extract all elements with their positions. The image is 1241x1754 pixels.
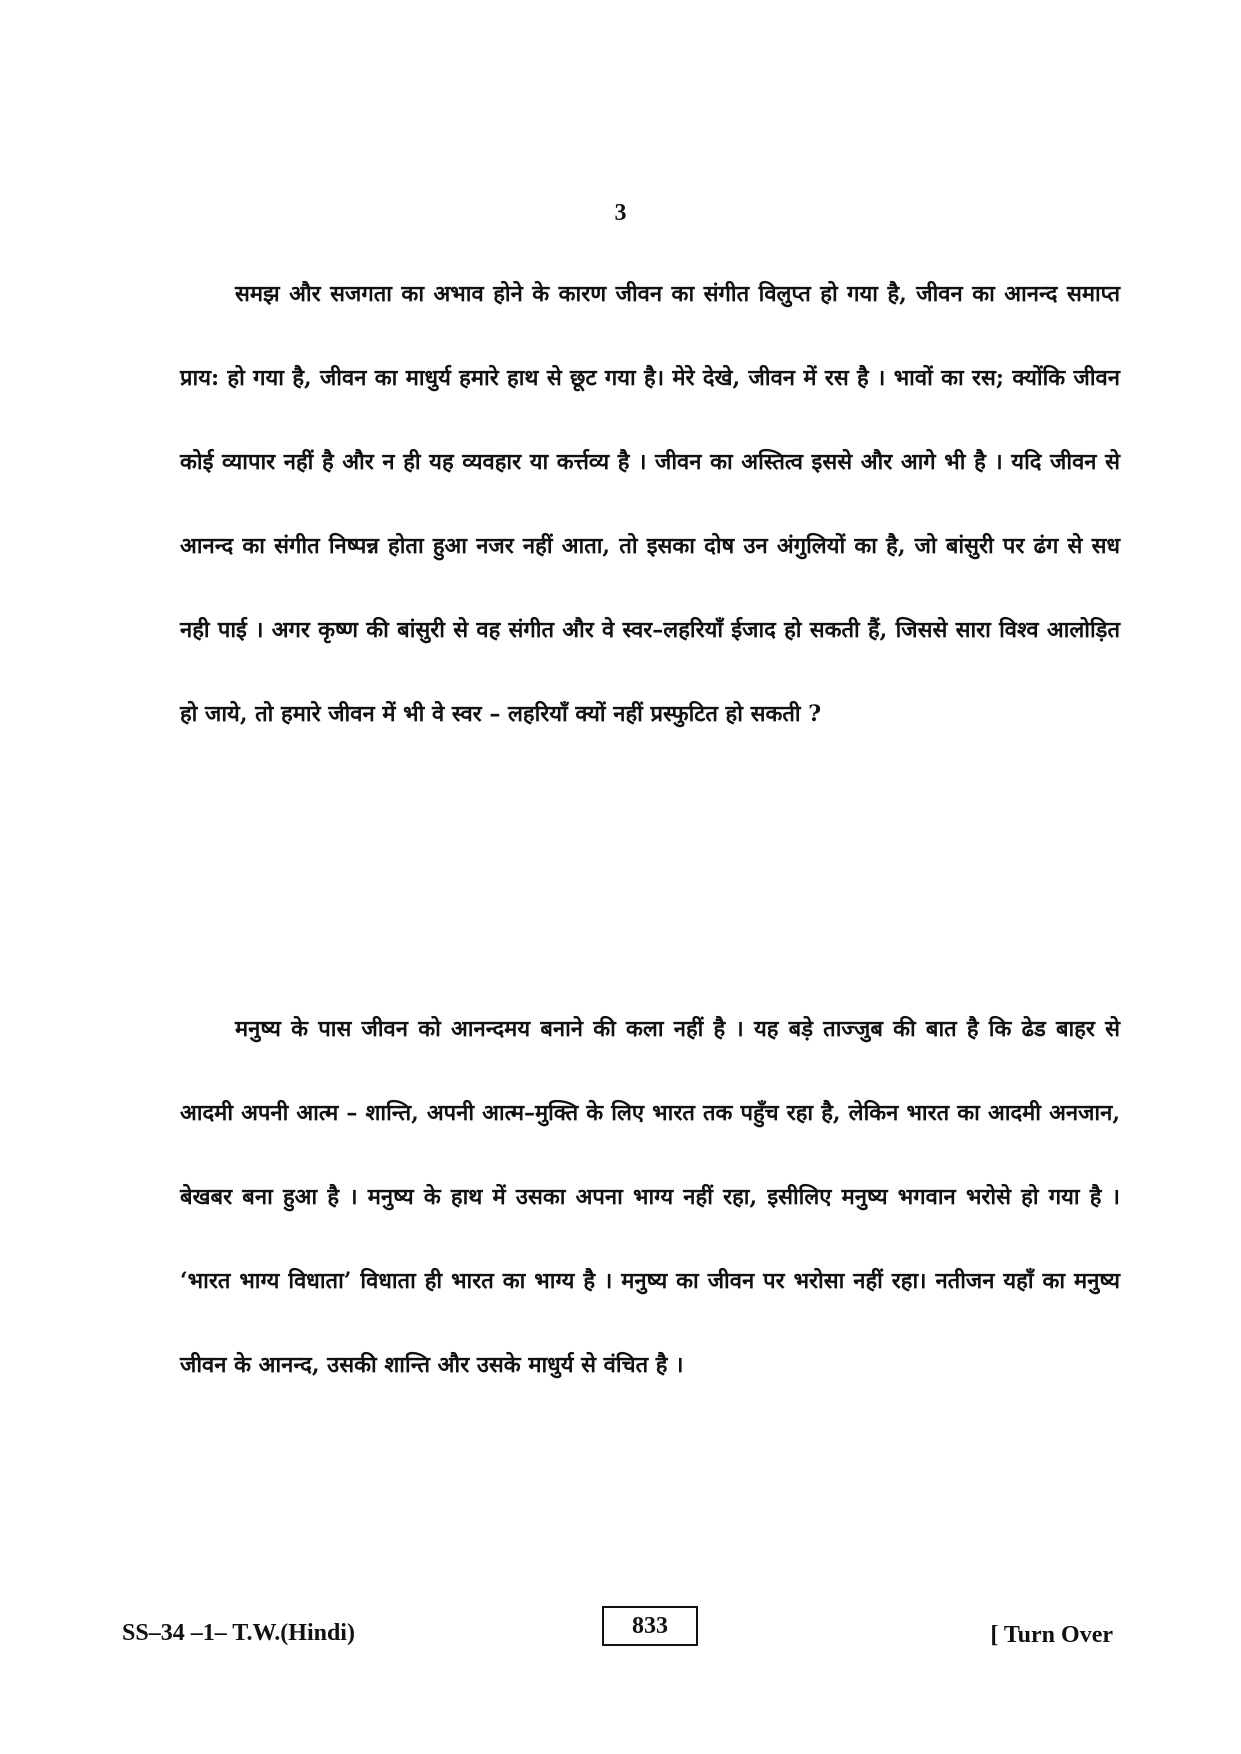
paragraph-1: समझ और सजगता का अभाव होने के कारण जीवन का संगीत विलुप्त हो गया है, जीवन का आनन्द समाप्त प्राय: हो गया है, जीवन का माधुर्य हमारे हाथ से छूट गया है। मेरे देखे, जीवन में रस है । भावों का रस; क्योंकि जीवन कोई व्यापार नहीं है और न ही यह व्यवहार या कर्त्तव्य है । जीवन का अस्तित्व इससे और आगे भी है । यदि जीवन से आनन्द का संगीत निष्पन्न होता हुआ नजर नहीं आता, तो इसका दोष उन अंगुलियों का है, जो बांसुरी पर ढंग से सध नही पाई । अगर कृष्ण की बांसुरी से वह संगीत और वे स्वर–लहरियाँ ईजाद हो सकती हैं, जिससे सारा विश्व आलोड़ित हो जाये, तो हमारे जीवन में भी वे स्वर – लहरियाँ क्यों नहीं प्रस्फुटित हो सकती ? bbox=[180, 281, 1120, 727]
page-number: 3 bbox=[614, 200, 627, 226]
footer-code: SS–34 –1– T.W.(Hindi) bbox=[122, 1620, 355, 1646]
footer-turn-over: [ Turn Over bbox=[990, 1622, 1113, 1648]
footer-box-number: 833 bbox=[602, 1606, 698, 1646]
paragraph-2: मनुष्य के पास जीवन को आनन्दमय बनाने की कला नहीं है । यह बड़े ताज्जुब की बात है कि ढेड बाहर से आदमी अपनी आत्म – शान्ति, अपनी आत्म–मुक्ति के लिए भारत तक पहुँच रहा है, लेकिन भारत का आदमी अनजान, बेखबर बना हुआ है । मनुष्य के हाथ में उसका अपना भाग्य नहीं रहा, इसीलिए मनुष्य भगवान भरोसे हो गया है । ‘भारत भाग्य विधाता’ विधाता ही भारत का भाग्य है । मनुष्य का जीवन पर भरोसा नहीं रहा। नतीजन यहाँ का मनुष्य जीवन के आनन्द, उसकी शान्ति और उसके माधुर्य से वंचित है । bbox=[180, 1016, 1120, 1378]
